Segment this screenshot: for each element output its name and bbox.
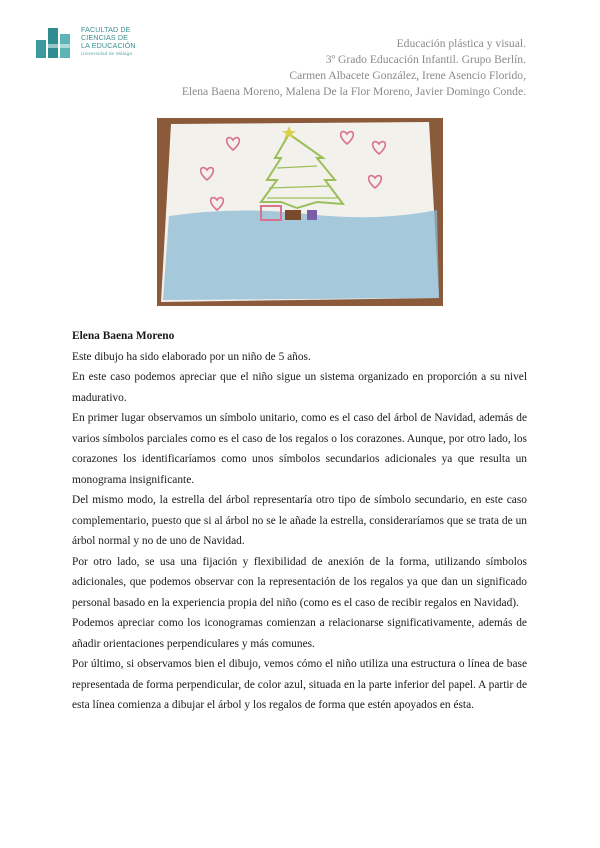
sea-baseline xyxy=(163,210,439,300)
author-name: Elena Baena Moreno xyxy=(72,330,175,342)
paragraph: Del mismo modo, la estrella del árbol representaría otro tipo de símbolo secundario, en este caso complementario, puesto que si al árbol no se le añade la estrella, consideraríamos que se trata de un árbol normal y no de uno de Navidad. xyxy=(72,494,527,547)
document-body xyxy=(72,326,527,716)
header-course: Educación plástica y visual. xyxy=(396,37,526,50)
header-group: 3º Grado Educación Infantil. Grupo Berlín. xyxy=(325,53,526,66)
paragraph: Podemos apreciar como los iconogramas comienzan a relacionarse significativamente, además de añadir orientaciones perpendiculares y más comunes. xyxy=(72,617,527,650)
logo-line: FACULTAD DE xyxy=(81,25,131,34)
header-authors-2: Elena Baena Moreno, Malena De la Flor Moreno, Javier Domingo Conde. xyxy=(181,85,526,98)
paragraph: Por otro lado, se usa una fijación y flexibilidad de anexión de la forma, utilizando símbolos adicionales, que podemos observar con la representación de los regalos ya que dan un significado personal basado en la experiencia propia del niño (como es el caso de recibir regalos en Navidad). xyxy=(72,555,527,609)
logo-line: CIENCIAS DE xyxy=(81,33,129,42)
child-drawing-photo xyxy=(157,118,443,306)
paragraph: Este dibujo ha sido elaborado por un niño de 5 años. xyxy=(72,350,311,363)
paragraph: En primer lugar observamos un símbolo unitario, como es el caso del árbol de Navidad, además de varios símbolos parciales como es el caso de los regalos o los corazones. Aunque, por otro lado, los corazones los identificaríamos como unos símbolos secundarios adicionales ya que resulta un monograma insignificante. xyxy=(72,412,527,486)
logo-mark-icon xyxy=(36,28,76,58)
paragraph: Por último, si observamos bien el dibujo, vemos cómo el niño utiliza una estructura o línea de base representada de forma perpendicular, de color azul, situada en la parte inferior del papel. A partir de esta línea comienza a dibujar el árbol y los regalos de forma que estén apoyados en ésta. xyxy=(72,658,527,711)
logo-text xyxy=(81,26,136,59)
logo-subtitle: Universidad de Málaga xyxy=(81,52,133,57)
header-authors-1: Carmen Albacete González, Irene Asencio Florido, xyxy=(289,69,526,82)
logo-line: LA EDUCACIÓN xyxy=(81,41,136,50)
page-header xyxy=(182,36,526,100)
paragraph: En este caso podemos apreciar que el niño sigue un sistema organizado en proporción a su nivel madurativo. xyxy=(72,371,527,404)
faculty-logo xyxy=(36,26,156,66)
